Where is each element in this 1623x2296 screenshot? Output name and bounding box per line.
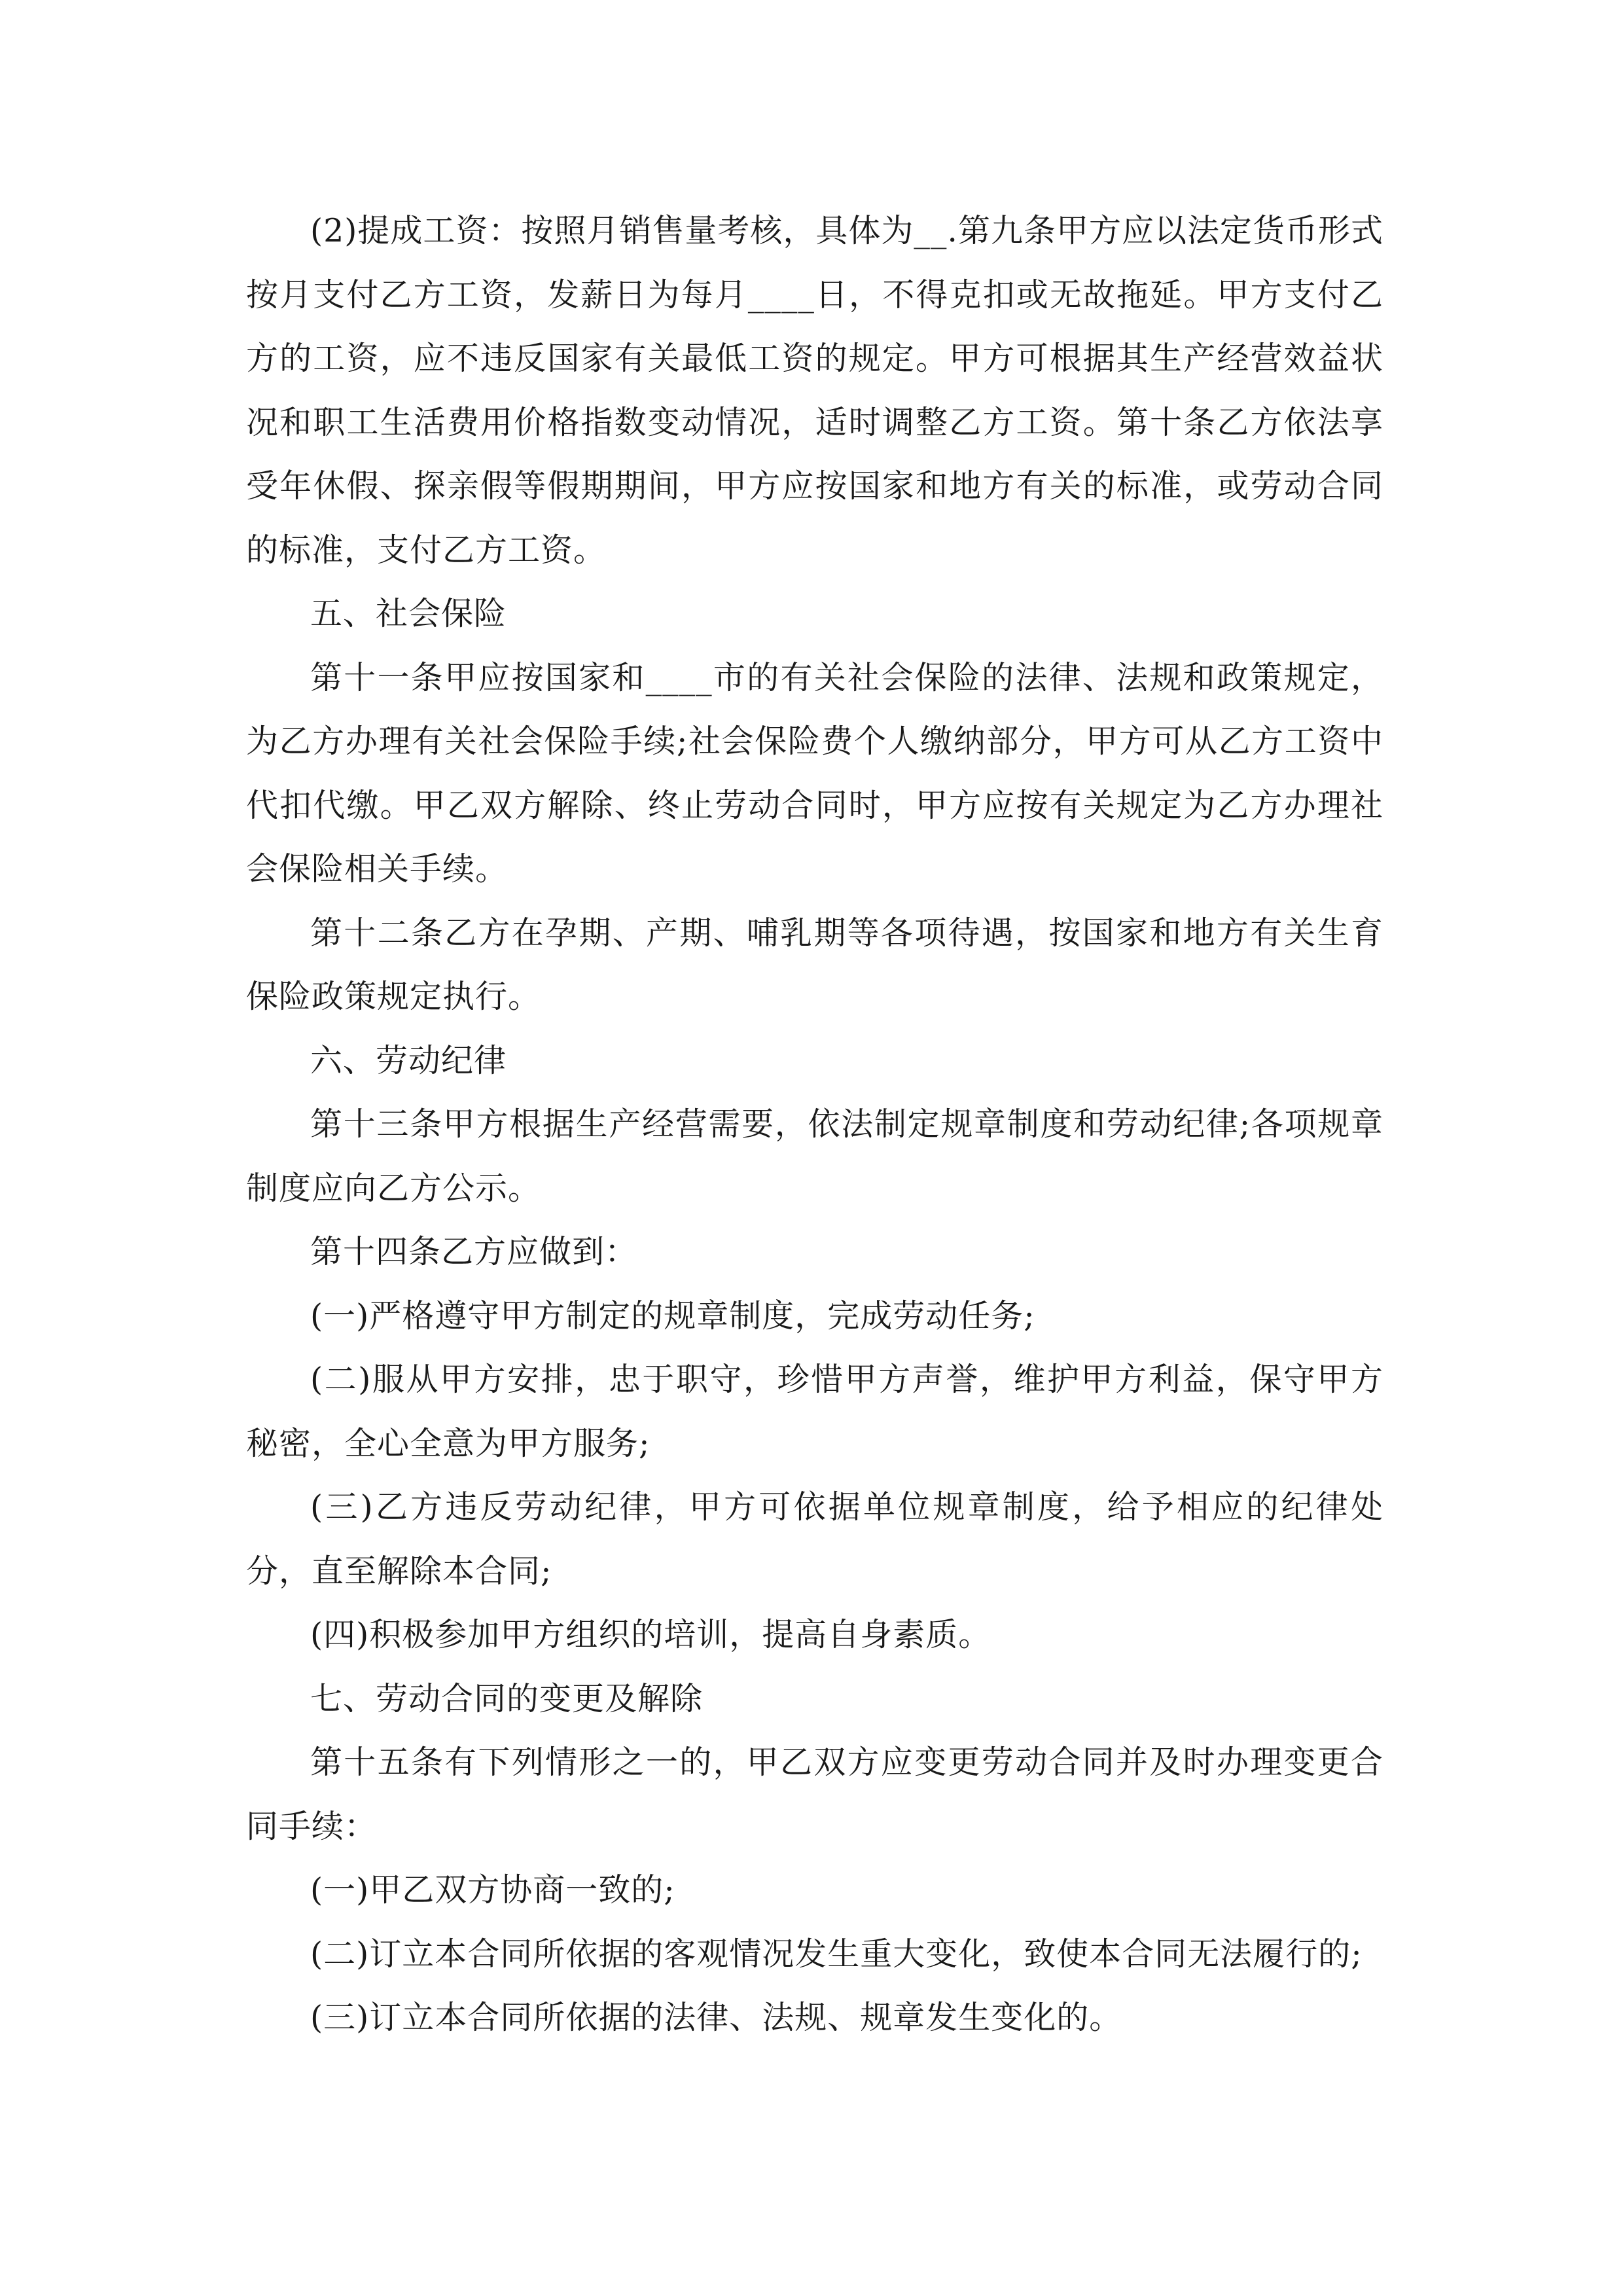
paragraph-article-15: 第十五条有下列情形之一的，甲乙双方应变更劳动合同并及时办理变更合同手续： [246,1744,1383,1845]
paragraph-article-14: 第十四条乙方应做到： [310,1233,638,1270]
section-heading-labor-discipline: 六、劳动纪律 [310,1041,507,1079]
paragraph-article-12: 第十二条乙方在孕期、产期、哺乳期等各项待遇，按国家和地方有关生育保险政策规定执行。 [246,914,1383,1015]
list-item-15-3: (三)订立本合同所依据的法律、法规、规章发生变化的。 [310,1999,1122,2036]
paragraph-wage-terms: (2)提成工资：按照月销售量考核，具体为__.第九条甲方应以法定货币形式按月支付乙方工资，发薪日为每月____日，不得克扣或无故拖延。甲方支付乙方的工资，应不违反国家有关最低工资的规定。甲方可根据其生产经营效益状况和职工生活费用价格指数变动情况，适时调整乙方工资。第十条乙方依法享受年休假、探亲假等假期期间，甲方应按国家和地方有关的标准，或劳动合同的标准，支付乙方工资。 [246,212,1383,569]
list-item-14-1: (一)严格遵守甲方制定的规章制度，完成劳动任务; [310,1297,1035,1335]
section-heading-contract-change: 七、劳动合同的变更及解除 [310,1679,704,1717]
list-item-14-2: (二)服从甲方安排，忠于职守，珍惜甲方声誉，维护甲方利益，保守甲方秘密，全心全意为甲方服务; [246,1361,1383,1462]
list-item-14-4: (四)积极参加甲方组织的培训，提高自身素质。 [310,1616,991,1653]
paragraph-article-11: 第十一条甲应按国家和____市的有关社会保险的法律、法规和政策规定，为乙方办理有关社会保险手续;社会保险费个人缴纳部分，甲方可从乙方工资中代扣代缴。甲乙双方解除、终止劳动合同时，甲方应按有关规定为乙方办理社会保险相关手续。 [246,658,1383,888]
paragraph-article-13: 第十三条甲方根据生产经营需要，依法制定规章制度和劳动纪律;各项规章制度应向乙方公示。 [246,1105,1383,1207]
section-heading-social-insurance: 五、社会保险 [310,595,507,632]
list-item-15-2: (二)订立本合同所依据的客观情况发生重大变化，致使本合同无法履行的; [310,1935,1363,1973]
list-item-15-1: (一)甲乙双方协商一致的; [310,1871,675,1909]
document-body [246,199,1383,2050]
list-item-14-3: (三)乙方违反劳动纪律，甲方可依据单位规章制度，给予相应的纪律处分，直至解除本合同; [246,1488,1383,1590]
